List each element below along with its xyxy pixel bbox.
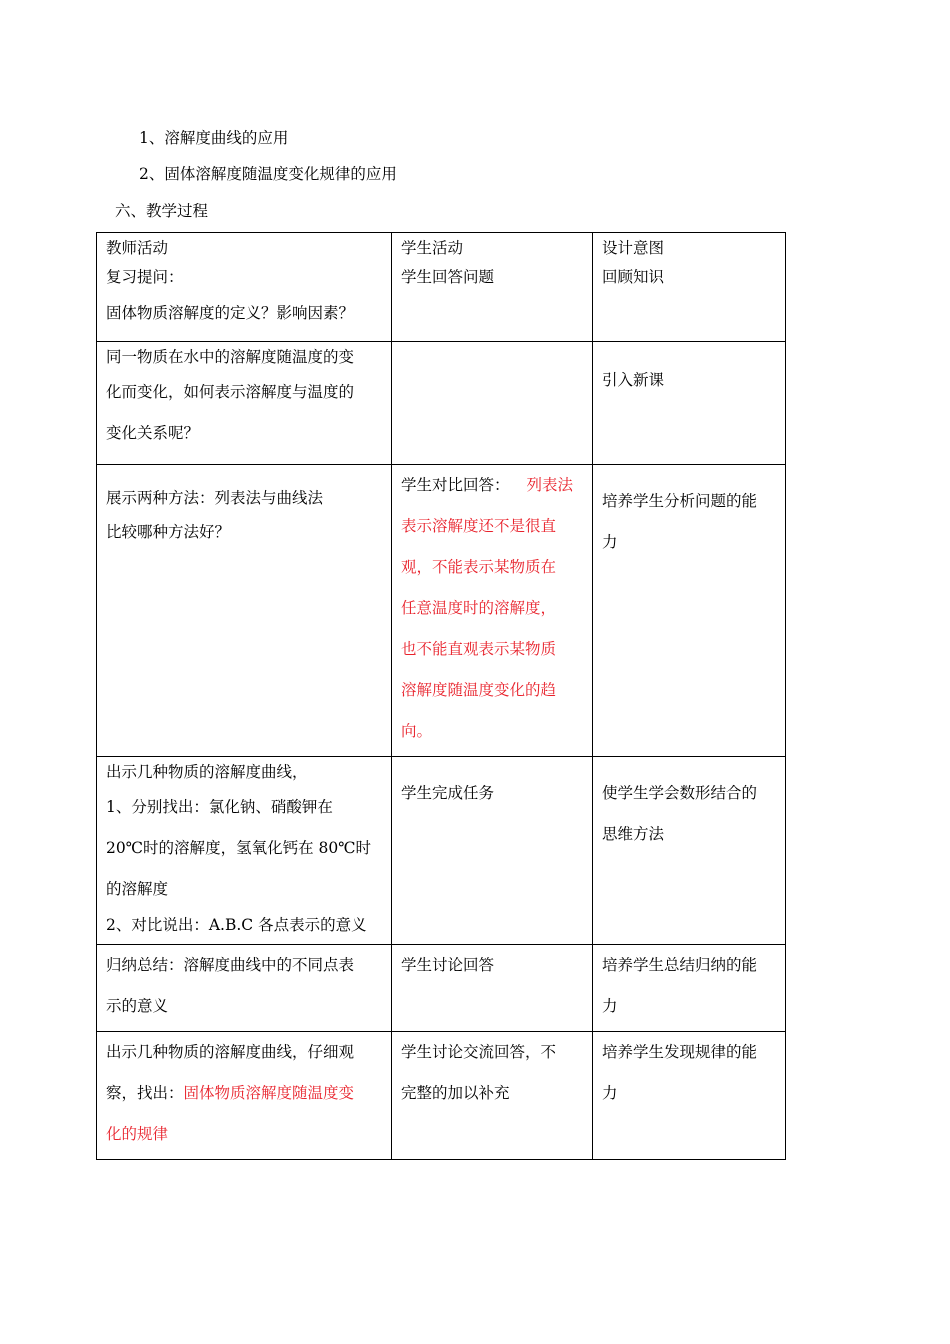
cell-line: 复习提问：	[106, 268, 184, 286]
teaching-process-table	[96, 232, 786, 1160]
cell-line: 回顾知识	[602, 268, 665, 286]
cell-line: 化而变化，如何表示溶解度与温度的	[106, 383, 355, 401]
cell-line: 学生讨论回答	[401, 956, 495, 974]
outline-item-2: 2、固体溶解度随温度变化规律的应用	[139, 165, 397, 183]
header-intent: 设计意图	[602, 239, 665, 257]
cell-line: 出示几种物质的溶解度曲线，	[106, 763, 308, 781]
student-activity-cell	[392, 945, 593, 1032]
table-row	[97, 233, 786, 342]
design-intent-cell	[593, 465, 786, 757]
cell-line: 培养学生总结归纳的能	[602, 956, 758, 974]
teacher-activity-cell	[97, 1032, 392, 1160]
design-intent-cell	[593, 1032, 786, 1160]
cell-line: 力	[602, 1084, 618, 1102]
design-intent-cell	[593, 757, 786, 945]
highlight-text: 列表法	[526, 476, 573, 494]
cell-line: 引入新课	[602, 371, 665, 389]
highlight-text: 观，不能表示某物质在	[401, 558, 557, 576]
highlight-text: 溶解度随温度变化的趋	[401, 681, 557, 699]
section-heading: 六、教学过程	[115, 202, 209, 220]
student-activity-cell	[392, 342, 593, 465]
header-teacher: 教师活动	[106, 239, 169, 257]
student-activity-cell	[392, 233, 593, 342]
cell-line: 力	[602, 533, 618, 551]
cell-line: 培养学生分析问题的能	[602, 492, 758, 510]
cell-line: 出示几种物质的溶解度曲线，仔细观	[106, 1043, 355, 1061]
cell-line: 归纳总结：溶解度曲线中的不同点表	[106, 956, 355, 974]
teacher-activity-cell	[97, 757, 392, 945]
cell-line: 2、对比说出：A.B.C 各点表示的意义	[106, 916, 367, 934]
header-student: 学生活动	[401, 239, 464, 257]
highlight-text: 固体物质溶解度随温度变	[183, 1084, 355, 1102]
cell-line: 学生回答问题	[401, 268, 495, 286]
cell-line: 同一物质在水中的溶解度随温度的变	[106, 348, 355, 366]
table-row	[97, 342, 786, 465]
cell-line: 学生讨论交流回答，不	[401, 1043, 557, 1061]
cell-line: 使学生学会数形结合的	[602, 784, 758, 802]
student-activity-cell	[392, 1032, 593, 1160]
teacher-activity-cell	[97, 342, 392, 465]
design-intent-cell	[593, 233, 786, 342]
cell-line: 思维方法	[602, 825, 665, 843]
cell-line: 1、分别找出：氯化钠、硝酸钾在	[106, 798, 333, 816]
table-row	[97, 1032, 786, 1160]
highlight-text: 向。	[401, 722, 433, 740]
cell-line: 展示两种方法：列表法与曲线法	[106, 489, 324, 507]
cell-line: 比较哪种方法好？	[106, 523, 231, 541]
cell-line: 察，找出：	[106, 1084, 184, 1102]
cell-line: 示的意义	[106, 997, 169, 1015]
highlight-text: 化的规律	[106, 1125, 169, 1143]
cell-line: 培养学生发现规律的能	[602, 1043, 758, 1061]
teacher-activity-cell	[97, 945, 392, 1032]
table-row	[97, 945, 786, 1032]
design-intent-cell	[593, 945, 786, 1032]
cell-line: 完整的加以补充	[401, 1084, 510, 1102]
student-activity-cell	[392, 465, 593, 757]
design-intent-cell	[593, 342, 786, 465]
cell-line: 学生完成任务	[401, 784, 495, 802]
table-row	[97, 465, 786, 757]
cell-line: 学生对比回答：	[401, 476, 510, 494]
teacher-activity-cell	[97, 233, 392, 342]
highlight-text: 也不能直观表示某物质	[401, 640, 557, 658]
highlight-text: 任意温度时的溶解度，	[401, 599, 557, 617]
cell-line: 固体物质溶解度的定义？影响因素？	[106, 304, 355, 322]
teacher-activity-cell	[97, 465, 392, 757]
cell-line: 的溶解度	[106, 880, 169, 898]
table-row	[97, 757, 786, 945]
student-activity-cell	[392, 757, 593, 945]
cell-line: 20℃时的溶解度，氢氧化钙在 80℃时	[106, 839, 372, 857]
highlight-text: 表示溶解度还不是很直	[401, 517, 557, 535]
cell-line: 变化关系呢？	[106, 424, 200, 442]
cell-line: 力	[602, 997, 618, 1015]
outline-item-1: 1、溶解度曲线的应用	[139, 129, 289, 147]
